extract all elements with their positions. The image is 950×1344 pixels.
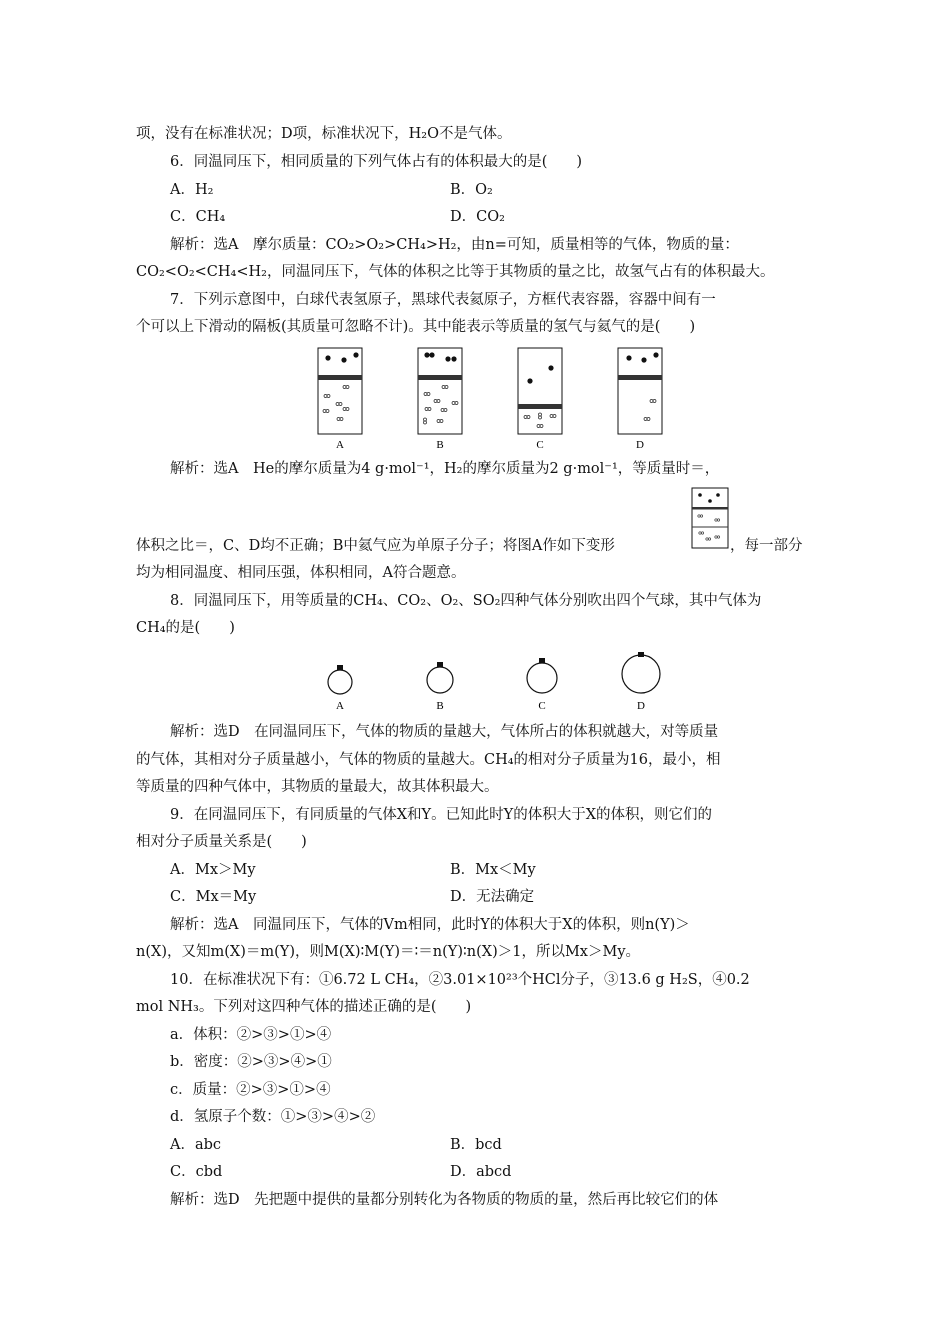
option-10c: C．cbd: [170, 1164, 223, 1180]
option-6b: B．O₂: [450, 182, 493, 198]
figure-8-balloons: [318, 652, 668, 714]
question-8-line1: 8．同温同压下，用等质量的CH₄、CO₂、O₂、SO₂四种气体分别吹出四个气球，其中气体为: [170, 593, 762, 609]
question-9-line2: 相对分子质量关系是( ): [136, 834, 307, 850]
analysis-9-line2: n(X)，又知m(X)＝m(Y)，则M(X)∶M(Y)＝∶＝n(Y)∶n(X)＞1，所以Mx＞My。: [136, 944, 641, 960]
fig8-label-c: C: [538, 700, 546, 712]
option-10a: A．abc: [170, 1137, 222, 1153]
question-10-line2: mol NH₃。下列对这四种气体的描述正确的是( ): [136, 999, 472, 1015]
fig8-label-b: B: [436, 700, 444, 712]
option-9c: C．Mx＝My: [170, 889, 257, 905]
statement-10c: c．质量：②>③>①>④: [170, 1082, 331, 1098]
balloon-b: [427, 667, 453, 693]
analysis-8-line3: 等质量的四种气体中，其物质的量最大，故其体积最大。: [136, 779, 499, 795]
analysis-9-line1: 解析：选A 同温同压下，气体的Vm相同，此时Y的体积大于X的体积，则n(Y)＞: [170, 917, 690, 933]
question-6: 6．同温同压下，相同质量的下列气体占有的体积最大的是( ): [170, 154, 583, 170]
container-c: [518, 348, 562, 434]
fig7-label-b: B: [436, 439, 444, 451]
option-10b: B．bcd: [450, 1137, 502, 1153]
option-6d: D．CO₂: [450, 209, 505, 225]
option-6a: A．H₂: [170, 182, 214, 198]
fig8-label-a: A: [336, 700, 344, 712]
option-9b: B．Mx＜My: [450, 862, 536, 878]
fig7-label-c: C: [536, 439, 544, 451]
balloon-c: [527, 663, 557, 693]
fig7-label-d: D: [636, 439, 644, 451]
question-7-line1: 7．下列示意图中，白球代表氢原子，黑球代表氦原子，方框代表容器，容器中间有一: [170, 292, 716, 308]
text-line: 项，没有在标准状况；D项，标准状况下，H₂O不是气体。: [136, 126, 512, 142]
analysis-7-line1: 解析：选A He的摩尔质量为4 g·mol⁻¹，H₂的摩尔质量为2 g·mol⁻¹，等质量时＝，: [170, 461, 720, 477]
statement-10a: a．体积：②>③>①>④: [170, 1027, 332, 1043]
analysis-8-line2: 的气体，其相对分子质量越小，气体的物质的量越大。CH₄的相对分子质量为16，最小，相: [136, 752, 721, 768]
figure-7-containers: [312, 346, 672, 454]
balloon-d: [622, 655, 660, 693]
balloon-a: [328, 670, 352, 694]
fig8-label-d: D: [637, 700, 645, 712]
fig7-label-a: A: [336, 439, 344, 451]
analysis-8-line1: 解析：选D 在同温同压下，气体的物质的量越大，气体所占的体积就越大，对等质量: [170, 724, 719, 740]
analysis-10-line1: 解析：选D 先把题中提供的量都分别转化为各物质的物质的量，然后再比较它们的体: [170, 1192, 719, 1208]
question-10-line1: 10．在标准状况下有：①6.72 L CH₄，②3.01×10²³个HCl分子，③13.6 g H₂S，④0.2: [170, 972, 750, 988]
container-b: [418, 348, 462, 434]
statement-10d: d．氢原子个数：①>③>④>②: [170, 1109, 376, 1125]
figure-7-transformed-container: [691, 487, 729, 549]
option-10d: D．abcd: [450, 1164, 512, 1180]
option-9d: D．无法确定: [450, 889, 535, 905]
container-a: [318, 348, 362, 434]
analysis-7-line2: 体积之比＝，C、D均不正确；B中氦气应为单原子分子；将图A作如下变形: [136, 538, 615, 554]
analysis-7-line3: 均为相同温度、相同压强，体积相同，A符合题意。: [136, 565, 466, 581]
question-9-line1: 9．在同温同压下，有同质量的气体X和Y。已知此时Y的体积大于X的体积，则它们的: [170, 807, 713, 823]
question-8-line2: CH₄的是( ): [136, 620, 235, 636]
option-6c: C．CH₄: [170, 209, 226, 225]
question-7-line2: 个可以上下滑动的隔板(其质量可忽略不计)。其中能表示等质量的氢气与氦气的是( ): [136, 319, 696, 335]
statement-10b: b．密度：②>③>④>①: [170, 1054, 332, 1070]
option-9a: A．Mx＞My: [170, 862, 256, 878]
container-d: [618, 348, 662, 434]
analysis-6-line1: 解析：选A 摩尔质量：CO₂>O₂>CH₄>H₂，由n=可知，质量相等的气体，物质的量：: [170, 237, 739, 253]
analysis-7-line2-tail: ，每一部分: [730, 538, 803, 554]
analysis-6-line2: CO₂<O₂<CH₄<H₂，同温同压下，气体的体积之比等于其物质的量之比，故氢气占有的体积最大。: [136, 264, 775, 280]
